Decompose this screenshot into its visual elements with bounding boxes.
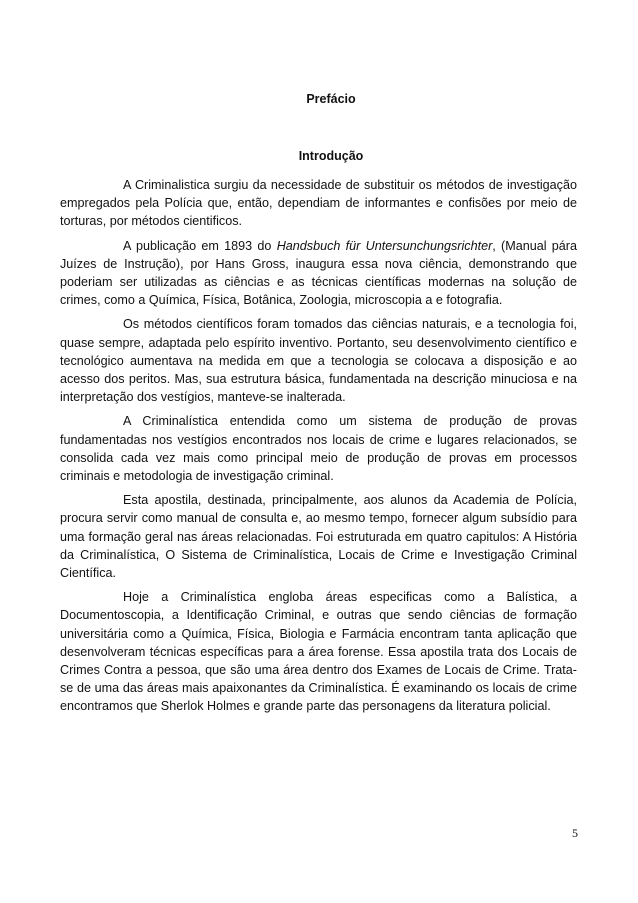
- preface-title: Prefácio: [306, 92, 356, 106]
- paragraph-2-before: A publicação em 1893 do: [123, 238, 277, 253]
- paragraph-3: Os métodos científicos foram tomados das ciências naturais, e a tecnologia foi, quase sempre, adaptada pelo espírito inventivo. Portanto, seu desenvolvimento científico e tecnológico aumentava na medida em que a tecnologia se colocava a disposição e ao acesso dos peritos. Mas, sua estrutura básica, fundamentada na descrição minuciosa e na interpretação dos vestígios, manteve-se inalterada.: [60, 317, 577, 405]
- paragraph-6: Hoje a Criminalística engloba áreas especificas como a Balística, a Documentoscopia, a Identificação Criminal, e outras que sendo ciências de formação universitária como a Química, Física, Biologia e Farmácia encontram tanta aplicação que desenvolveram técnicas específicas para a área forense. Essa apostila trata dos Locais de Crimes Contra a pessoa, que são uma área dentro dos Exames de Locais de Crime. Trata-se de uma das áreas mais apaixonantes da Criminalística. É examinando os locais de crime encontramos que Sherlok Holmes e grande parte das personagens da literatura policial.: [60, 590, 577, 714]
- paragraph-5: Esta apostila, destinada, principalmente, aos alunos da Academia de Polícia, procura servir como manual de consulta e, ao mesmo tempo, fornecer algum subsídio para uma formação geral nas áreas relacionadas. Foi estruturada em quatro capitulos: A História da Criminalística, O Sistema de Criminalística, Locais de Crime e Investigação Criminal Científica.: [60, 493, 577, 581]
- introduction-title: Introdução: [298, 149, 364, 163]
- paragraph-2-after: , (Manual pára Juízes de Instrução), por Hans Gross, inaugura essa nova ciência, demonstrando que poderiam ser utilizadas as ciências e as técnicas científicas modernas na solução de crimes, como a Química, Física, Botânica, Zoologia, microscopia a e fotografia.: [60, 238, 577, 308]
- page-number: 5: [572, 826, 578, 840]
- body-text: [60, 176, 577, 722]
- book-title: Handsbuch für Untersunchungsrichter: [276, 238, 493, 253]
- paragraph-2: [60, 237, 577, 310]
- paragraph-4: A Criminalística entendida como um sistema de produção de provas fundamentadas nos vestígios encontrados nos locais de crime e lugares relacionados, se consolida cada vez mais como principal meio de produção de provas em processos criminais e metodologia de investigação criminal.: [60, 414, 577, 484]
- paragraph-1: A Criminalistica surgiu da necessidade de substituir os métodos de investigação empregados pela Polícia que, então, dependiam de informantes e confisões por meio de torturas, por métodos cientificos.: [60, 178, 577, 229]
